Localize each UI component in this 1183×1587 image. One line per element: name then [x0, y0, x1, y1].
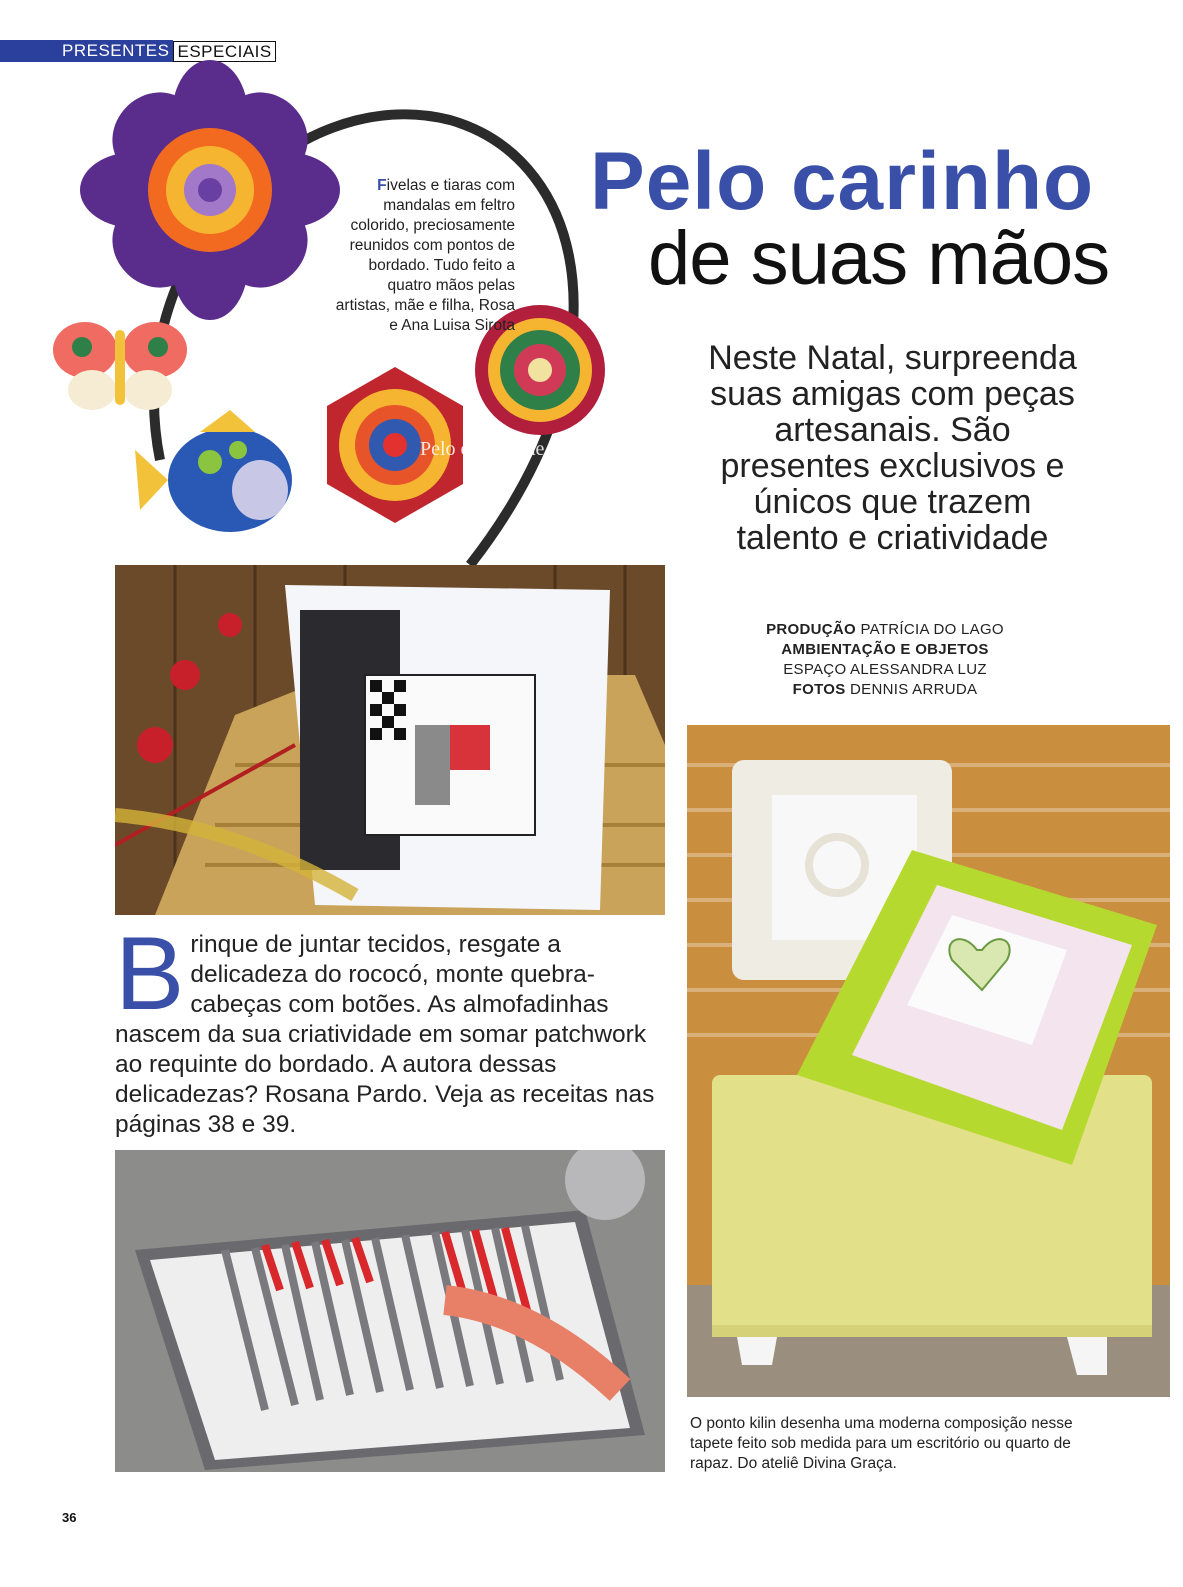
body-dropcap: B — [115, 916, 185, 1032]
caption-bottom: O ponto kilin desenha uma moderna composição nesse tapete feito sob medida para um escritório ou quarto de rapaz. Do ateliê Divina Graça. — [690, 1415, 1073, 1472]
felt-crafts-illustration — [30, 60, 615, 565]
credit-fotos-label: FOTOS — [792, 681, 846, 698]
kilin-rug-photo — [115, 1150, 665, 1472]
credits — [720, 620, 1050, 700]
credit-producao-label: PRODUÇÃO — [766, 621, 856, 638]
section-label — [60, 40, 276, 62]
caption-top-first-letter: F — [377, 177, 387, 194]
watermark-text: Pelo carinho de suas — [420, 438, 584, 460]
page-title-line2: de suas mãos — [648, 216, 1110, 301]
stool-pillows-photo — [687, 725, 1170, 1397]
caption-top — [330, 176, 515, 336]
intro-text: Neste Natal, surpreenda suas amigas com peças artesanais. São presentes exclusivos e únicos que trazem talento e criatividade — [708, 339, 1077, 557]
page-title-line1: Pelo carinho — [590, 136, 1095, 227]
section-label-part2: ESPECIAIS — [173, 41, 275, 62]
credit-producao-name: PATRÍCIA DO LAGO — [860, 621, 1004, 638]
body-paragraph: rinque de juntar tecidos, resgate a delicadeza do rococó, monte quebra-cabeças com botões. As almofadinhas nascem da sua criatividade em somar patchwork ao requinte do bordado. A autora dessas delicadezas? Rosana Pardo. Veja as receitas nas páginas 38 e 39. — [115, 931, 655, 1138]
credit-ambientacao-label: AMBIENTAÇÃO E OBJETOS — [781, 641, 989, 658]
page-number: 36 — [62, 1510, 77, 1525]
caption-top-text: ivelas e tiaras com mandalas em feltro colorido, preciosamente reunidos com pontos de bordado. Tudo feito a quatro mãos pelas artistas, mãe e filha, Rosa e Ana Luisa Sirota — [335, 177, 515, 334]
credit-fotos-name: DENNIS ARRUDA — [850, 681, 978, 698]
patchwork-pillow-photo — [115, 565, 665, 915]
section-bar — [0, 40, 60, 62]
section-label-part1: PRESENTES — [60, 40, 173, 62]
body-text — [115, 916, 655, 1140]
credit-ambientacao-name: ESPAÇO ALESSANDRA LUZ — [783, 661, 987, 678]
